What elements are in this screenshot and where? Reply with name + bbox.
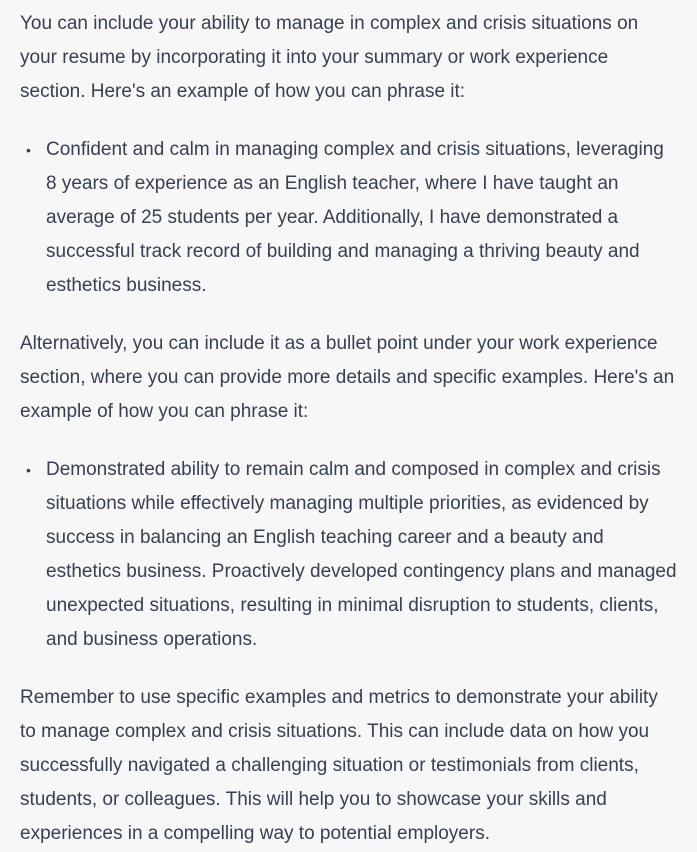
bullet-dot-icon: • bbox=[26, 142, 31, 158]
experience-example-text: Demonstrated ability to remain calm and composed in complex and crisis situations while effectively managing multiple priorities, as evidenced by success in balancing an English teaching career and a beauty and esthetics business. Proactively developed contingency plans and managed unexpected situations, resulting in minimal disruption to students, clients, and business operations. bbox=[46, 459, 677, 650]
intro-paragraph: You can include your ability to manage in complex and crisis situations on your resume by incorporating it into your summary or work experience section. Here's an example of how you can phrase it: bbox=[20, 13, 639, 102]
closing-paragraph: Remember to use specific examples and metrics to demonstrate your ability to manage complex and crisis situations. This can include data on how you successfully navigated a challenging situation or testimonials from clients, students, or colleagues. This will help you to showcase your skills and experiences in a compelling way to potential employers. bbox=[20, 687, 658, 844]
summary-example-list bbox=[20, 133, 677, 303]
experience-example-list bbox=[20, 453, 677, 657]
summary-example-item bbox=[20, 133, 677, 303]
experience-example-item bbox=[20, 453, 677, 657]
alternative-paragraph: Alternatively, you can include it as a bullet point under your work experience section, where you can provide more details and specific examples. Here's an example of how you can phrase it: bbox=[20, 333, 675, 422]
bullet-dot-icon: • bbox=[26, 462, 31, 478]
summary-example-text: Confident and calm in managing complex and crisis situations, leveraging 8 years of experience as an English teacher, where I have taught an average of 25 students per year. Additionally, I have demonstrated a successful track record of building and managing a thriving beauty and esthetics business. bbox=[46, 139, 664, 296]
